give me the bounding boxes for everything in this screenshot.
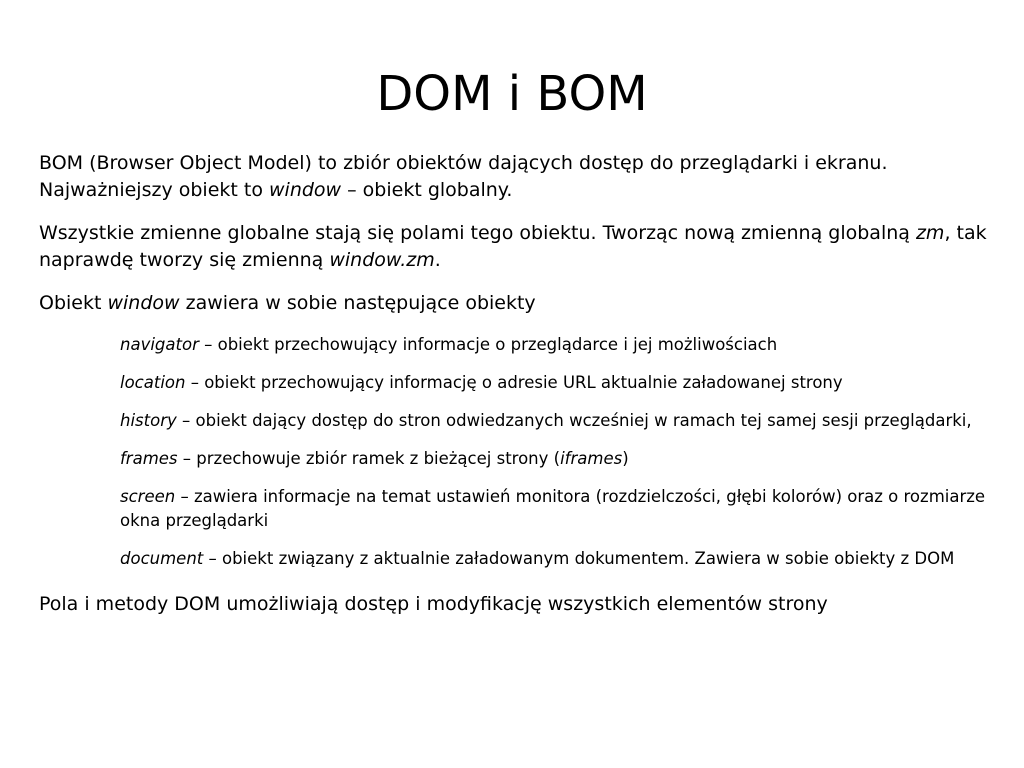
paragraph-text: Obiekt (39, 292, 108, 314)
italic-term: iframes (560, 449, 623, 468)
italic-term: screen (120, 487, 176, 506)
italic-term-window: window (107, 292, 180, 314)
paragraph-text: zawiera w sobie następujące obiekty (179, 292, 536, 314)
italic-term: history (120, 411, 177, 430)
paragraph-window-contains (39, 290, 997, 317)
list-item-location (120, 371, 997, 395)
item-description: – obiekt przechowujący informację o adresie URL aktualnie załadowanej strony (185, 373, 843, 392)
item-description: – przechowuje zbiór ramek z bieżącej strony ( (177, 449, 561, 468)
item-description: ) (622, 449, 629, 468)
slide-body (39, 150, 997, 634)
list-item-frames (120, 447, 997, 471)
italic-term: document (120, 549, 204, 568)
paragraph-text: Wszystkie zmienne globalne stają się polami tego obiektu. Tworząc nową zmienną globalną (39, 222, 916, 244)
italic-term-window: window (269, 179, 342, 201)
item-description: – obiekt związany z aktualnie załadowanym dokumentem. Zawiera w sobie obiekty z DOM (203, 549, 955, 568)
item-description: – obiekt przechowujący informacje o przeglądarce i jej możliwościach (198, 335, 778, 354)
list-item-screen (120, 485, 997, 533)
list-item-document (120, 547, 997, 571)
paragraph-text: BOM (Browser Object Model) to zbiór obiektów dających dostęp do przeglądarki i ekranu. Najważniejszy obiekt to (39, 152, 888, 201)
paragraph-bom-definition (39, 150, 997, 204)
list-item-history (120, 409, 997, 433)
paragraph-global-variables (39, 220, 997, 274)
paragraph-text: , tak naprawdę tworzy się zmienną (39, 222, 987, 271)
window-objects-list (120, 333, 997, 571)
italic-term: frames (120, 449, 178, 468)
paragraph-text: – obiekt globalny. (341, 179, 513, 201)
italic-term: navigator (120, 335, 199, 354)
paragraph-dom-fields: Pola i metody DOM umożliwiają dostęp i modyfikację wszystkich elementów strony (39, 593, 828, 615)
item-description: – zawiera informacje na temat ustawień monitora (rozdzielczości, głębi kolorów) oraz o rozmiarze okna przeglądarki (120, 487, 986, 530)
item-description: – obiekt dający dostęp do stron odwiedzanych wcześniej w ramach tej samej sesji przeglądarki, (176, 411, 972, 430)
italic-term-window-zm: window.zm (329, 249, 435, 271)
paragraph-text: . (434, 249, 441, 271)
italic-term: location (120, 373, 186, 392)
italic-term-zm: zm (915, 222, 945, 244)
slide-title: DOM i BOM (376, 66, 648, 122)
list-item-navigator (120, 333, 997, 357)
